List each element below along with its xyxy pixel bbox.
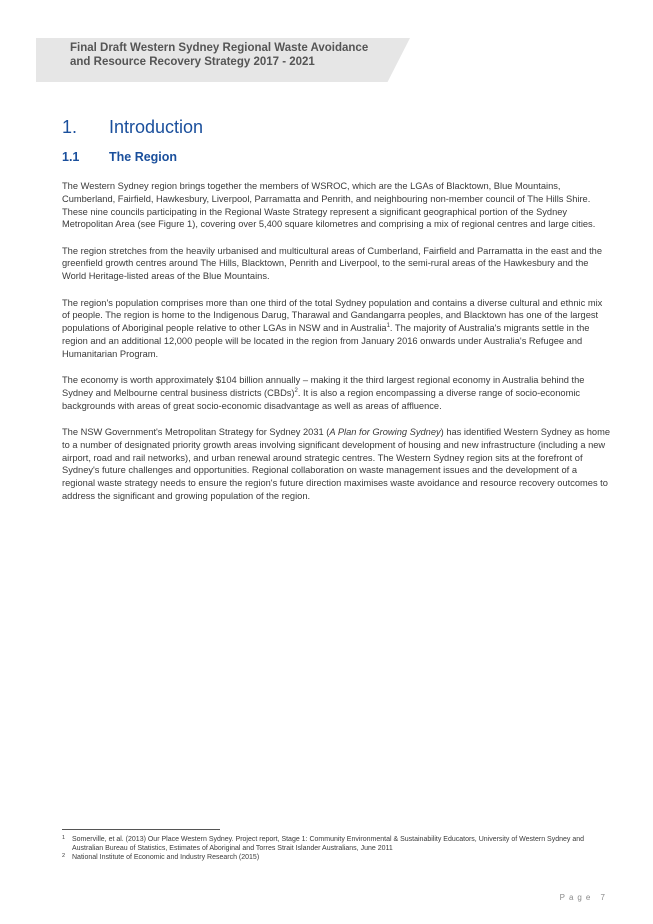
paragraph-1: The Western Sydney region brings together the members of WSROC, which are the LGAs of Blacktown, Blue Mountains, Cumberland, Fairfield, Hawkesbury, Liverpool, Parramatta and Penrith, and neighbouring non-member council of The Hills Shire. These nine councils participating in the Regional Waste Strategy represent a significant geographical portion of the Sydney Metropolitan Area (see Figure 1), covering over 5,400 square kilometres and comprising a mix of regional centres and large cities. [62,181,596,230]
paragraph-4-text-a: The economy is worth approximately $104 billion annually – making it the third largest regional economy in Australia behind the Sydney and Melbourne central business districts (CBDs) [62,375,585,398]
body-text [62,180,610,516]
document-title-line-2: and Resource Recovery Strategy 2017 - 2021 [70,56,315,68]
section-heading [62,117,203,138]
paragraph-3 [62,297,610,361]
plan-title-italic: A Plan for Growing Sydney [329,426,441,437]
paragraph-4 [62,374,610,412]
subsection-heading [62,150,177,164]
page-number-value: 7 [600,893,609,902]
page-label: Page [559,893,595,902]
footnote-mark-1: 1 [62,835,66,841]
section-number: 1. [62,117,78,137]
footnote-mark-2: 2 [62,853,66,859]
subsection-number: 1.1 [62,150,80,164]
footnote-1 [62,835,607,853]
paragraph-3-text-b: . The majority of Australia's migrants settle in the region and an additional 12,000 people will be located in the region from January 2016 onwards under Australia's Refugee and Humanitarian Program. [62,323,590,359]
footnote-text-2: National Institute of Economic and Industry Research (2015) [72,854,260,861]
page-number [560,893,609,902]
footnote-ref-1[interactable]: 1 [386,323,390,330]
footnote-2 [62,853,607,862]
footnote-text-1: Somerville, et al. (2013) Our Place Western Sydney. Project report, Stage 1: Community Environmental & Sustainability Educators, University of Western Sydney and Australian Bureau of Statistics, Estimates of Aboriginal and Torres Strait Islander Australians, June 2011 [72,836,585,852]
paragraph-2: The region stretches from the heavily urbanised and multicultural areas of Cumberland, Fairfield and Parramatta in the east and the greenfield growth centres around The Hills, Blacktown, Penrith and Liverpool, to the semi-rural areas of the Hawkesbury and the World Heritage-listed areas of the Blue Mountains. [62,245,603,282]
paragraph-5-text-b: ) has identified Western Sydney as home to a number of designated priority growth areas involving significant development of housing and new infrastructure (including a new airport, road and rail networks), and urban renewal around strategic centres. The Western Sydney region sits at the forefront of Sydney's future challenges and opportunities. Regional collaboration on waste management issues and the development of a regional waste strategy needs to ensure the region's future direction maximises waste avoidance and resource recovery outcomes to address the significant and growing population of the region. [62,426,610,501]
subsection-title: The Region [109,150,178,164]
footnote-separator [62,829,220,830]
footnotes [62,835,607,862]
section-title: Introduction [109,117,204,137]
document-title-line-1: Final Draft Western Sydney Regional Waste Avoidance [70,42,369,54]
document-title [70,41,400,69]
paragraph-5-text-a: The NSW Government's Metropolitan Strategy for Sydney 2031 ( [62,426,330,437]
paragraph-3-text-a: The region's population comprises more than one third of the total Sydney population and contains a diverse cultural and ethnic mix of people. The region is home to the Indigenous Darug, Tharawal and Gandangarra peoples, and Blacktown has one of the largest populations of Aboriginal people relative to other LGAs in NSW and in Australia [62,297,603,334]
paragraph-4-text-b: . It is also a region encompassing a diverse range of socio-economic backgrounds with areas of great socio-economic disadvantage as well as areas of affluence. [62,387,581,411]
paragraph-5 [62,426,610,503]
footnote-ref-2[interactable]: 2 [294,387,298,394]
